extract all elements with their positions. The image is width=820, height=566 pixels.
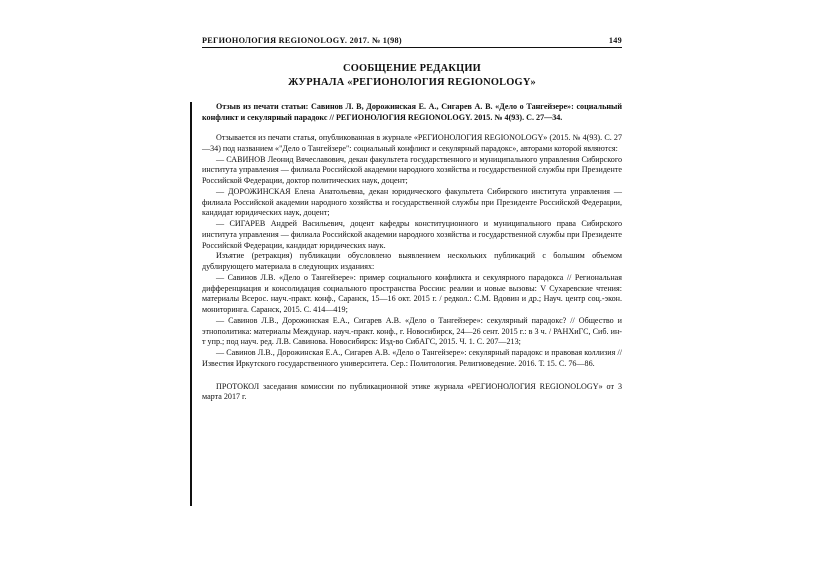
spacer bbox=[202, 370, 622, 382]
side-rule bbox=[190, 102, 192, 506]
title-line-2: ЖУРНАЛА «РЕГИОНОЛОГИЯ REGIONOLOGY» bbox=[288, 76, 536, 88]
author-entry-savinov: — САВИНОВ Леонид Вячеславович, декан факультета государственного и муниципального управления Сибирского института управления — филиала Российской академии народного хозяйства и государственной службы при Президенте Российской Федерации, доктор политических наук, доцент; bbox=[202, 154, 622, 186]
page-content bbox=[202, 36, 622, 403]
closing-protocol: ПРОТОКОЛ заседания комиссии по публикационной этике журнала «РЕГИОНОЛОГИЯ REGIONOLOGY» от 3 марта 2017 г. bbox=[202, 381, 622, 402]
reference-item-1: — Савинов Л.В. «Дело о Тангейзере»: пример социального конфликта и секулярного парадокса // Региональная дифференциация и консолидация социального пространства России: реалии и новые вызовы: V Сухаревские чтения: материалы Всерос. науч.-практ. конф., Саранск, 15—16 окт. 2015 г. / редкол.: С.М. Вдовин и др.; Науч. центр соц.-экон. мониторинга. Саранск, 2015. С. 414—419; bbox=[202, 272, 622, 315]
article-body bbox=[202, 102, 622, 403]
reference-item-3: — Савинов Л.В., Дорожинская Е.А., Сигарев А.В. «Дело о Тангейзере»: секулярный парадокс и правовая коллизия // Известия Иркутского государственного университета. Сер.: Политология. Религиоведение. 2016. Т. 15. С. 76—86. bbox=[202, 348, 622, 368]
header-divider bbox=[202, 47, 622, 48]
page-number: 149 bbox=[608, 36, 622, 45]
reference-item-2: — Савинов Л.В., Дорожинская Е.А., Сигарев А.В. «Дело о Тангейзере»: секулярный парадокс? // Общество и этнополитика: материалы Междунар. науч.-практ. конф., г. Новосибирск, 24—26 сент. 2015 г.: в 3 ч. / РАНХиГС, Сиб. ин-т упр.; под науч. ред. Л.В. Савинова. Новосибирск: Изд-во СибАГС, 2015. Ч. 1. С. 207—213; bbox=[202, 315, 622, 347]
journal-citation: РЕГИОНОЛОГИЯ REGIONOLOGY. 2017. № 1(98) bbox=[202, 36, 402, 45]
paragraph-intro: Отзывается из печати статья, опубликованная в журнале «РЕГИОНОЛОГИЯ REGIONOLOGY» (2015. № 4(93). С. 27—34) под названием «"Дело о Тангейзере": социальный конфликт и секулярный парадокс», авторами которой являются: bbox=[202, 133, 622, 153]
author-entry-dorozhinskaya: — ДОРОЖИНСКАЯ Елена Анатольевна, декан юридического факультета Сибирского института управления — филиала Российской академии народного хозяйства и государственной службы при Президенте Российской Федерации, кандидат юридических наук, доцент; bbox=[202, 186, 622, 218]
title-line-1: СООБЩЕНИЕ РЕДАКЦИИ bbox=[343, 63, 481, 74]
page-title bbox=[202, 62, 622, 89]
retraction-lead: Отзыв из печати статьи: Савинов Л. В, Дорожинская Е. А., Сигарев А. В. «Дело о Тангейзере»: социальный конфликт и секулярный парадокс // РЕГИОНОЛОГИЯ REGIONOLOGY. 2015. № 4(93). С. 27—34. bbox=[202, 102, 622, 123]
author-entry-sigarev: — СИГАРЕВ Андрей Васильевич, доцент кафедры конституционного и муниципального права Сибирского института управления — филиала Российской академии народного хозяйства и государственной службы при Президенте Российской Федерации, кандидат юридических наук. bbox=[202, 219, 622, 250]
running-head bbox=[202, 36, 622, 45]
paragraph-reason: Изъятие (ретракция) публикации обусловлено выявлением нескольких публикаций с большим объемом дублирующего материала в следующих изданиях: bbox=[202, 251, 622, 272]
